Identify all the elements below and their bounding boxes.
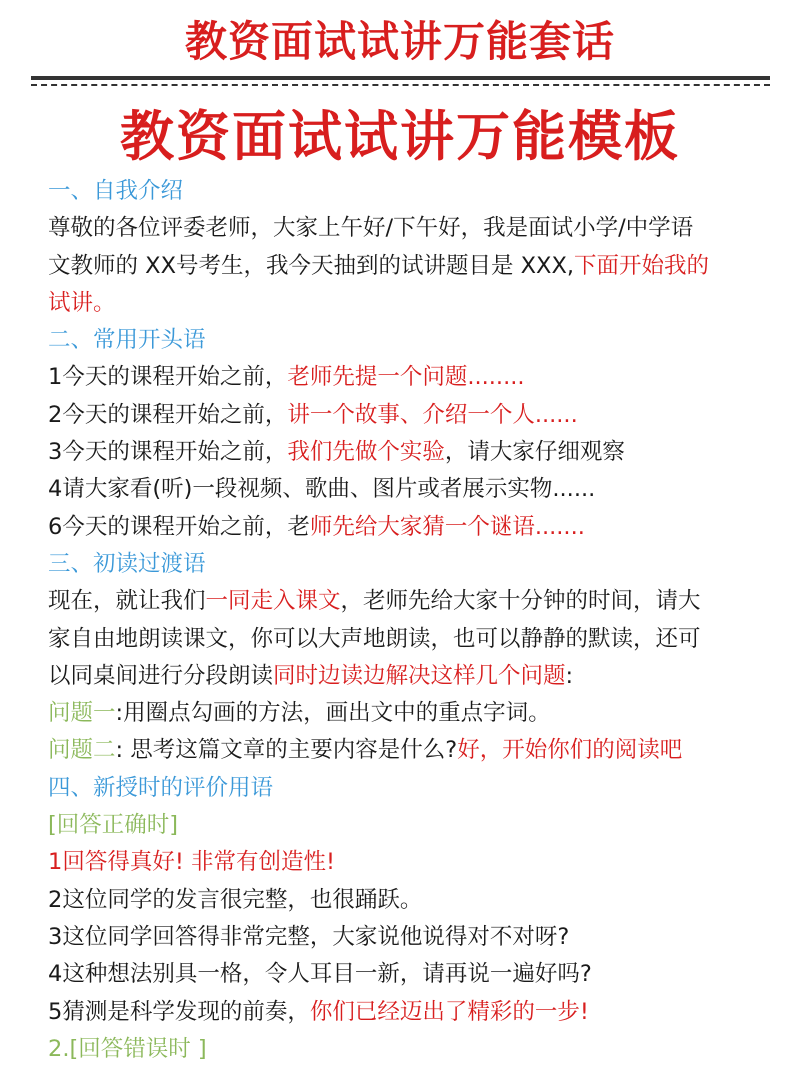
text: 文教师的 XX号考生，我今天抽到的试讲题目是 XXX,: [48, 252, 575, 279]
question-label: 问题一: [48, 700, 116, 727]
highlight-text: 我们先做个实验: [287, 439, 445, 466]
text: 3今天的课程开始之前，: [48, 439, 288, 466]
highlight-text: 同时边读边解决这样几个问题: [273, 662, 566, 689]
reading-line-2: [48, 621, 760, 658]
page-title: 教资面试试讲万能套话: [184, 17, 615, 66]
highlight-text: 试讲。: [48, 289, 116, 316]
text: 家自由地朗读课文，你可以大声地朗读，也可以静静的默读，还可: [48, 625, 701, 652]
question-1: [48, 695, 760, 732]
text: 4这种想法别具一格，令人耳目一新，请再说一遍好吗?: [48, 961, 592, 988]
subheading-wrong-answer: 2.[回答错误时 ]: [48, 1035, 207, 1062]
text: :: [565, 662, 574, 689]
evaluation-item-2: [48, 882, 760, 919]
divider-dashed: [31, 84, 770, 86]
text: 5猜测是科学发现的前奏，: [48, 998, 310, 1025]
opener-item-6: [48, 509, 760, 546]
evaluation-item-3: [48, 919, 760, 956]
section-heading-first-reading: 三、初读过渡语: [48, 550, 206, 577]
section-heading-self-intro: 一、自我介绍: [48, 178, 184, 204]
question-2: [48, 732, 760, 769]
text: 6今天的课程开始之前，老: [48, 513, 310, 540]
self-intro-line-3: [48, 285, 760, 322]
reading-line-3: [48, 658, 760, 695]
highlight-text: 老师先提一个问题........: [287, 364, 525, 391]
divider-solid: [31, 76, 770, 80]
highlight-text: 一同走入课文: [205, 588, 341, 615]
reading-line-1: [48, 583, 760, 620]
highlight-text: 讲一个故事、介绍一个人......: [287, 401, 578, 428]
evaluation-item-1: [48, 844, 760, 881]
text: 2今天的课程开始之前，: [48, 401, 288, 428]
opener-item-3: [48, 434, 760, 471]
text: 2这位同学的发言很完整，也很踊跃。: [48, 886, 423, 913]
text: :用圈点勾画的方法，画出文中的重点字词。: [115, 700, 551, 727]
text: : 思考这篇文章的主要内容是什么?: [115, 737, 458, 764]
opener-item-1: [48, 359, 760, 396]
section-heading-evaluation: 四、新授时的评价用语: [48, 774, 274, 801]
text: 3这位同学回答得非常完整，大家说他说得对不对呀?: [48, 923, 570, 950]
self-intro-line-1: [48, 210, 760, 247]
opener-item-4: [48, 471, 760, 508]
highlight-text: 你们已经迈出了精彩的一步!: [309, 998, 589, 1025]
highlight-text: 师先给大家猜一个谜语.......: [309, 513, 585, 540]
subheading-correct-answer: [回答正确时]: [48, 812, 179, 839]
question-label: 问题二: [48, 737, 116, 764]
self-intro-line-2: [48, 248, 760, 285]
text: ，老师先给大家十分钟的时间，请大: [340, 588, 701, 615]
highlight-text: 1回答得真好! 非常有创造性!: [48, 849, 336, 876]
highlight-text: 好，开始你们的阅读吧: [457, 737, 683, 764]
section-heading-openers: 二、常用开头语: [48, 327, 206, 354]
text: ，请大家仔细观察: [444, 439, 625, 466]
text: 以同桌间进行分段朗读: [48, 662, 274, 689]
text: 尊敬的各位评委老师，大家上午好/下午好，我是面试小学/中学语: [48, 215, 694, 242]
text: 现在，就让我们: [48, 588, 206, 615]
highlight-text: 下面开始我的: [574, 252, 710, 279]
evaluation-item-4: [48, 956, 760, 993]
text: 1今天的课程开始之前，: [48, 364, 288, 391]
text: 4请大家看(听)一段视频、歌曲、图片或者展示实物......: [48, 476, 596, 503]
opener-item-2: [48, 397, 760, 434]
page-subtitle: 教资面试试讲万能模板: [120, 105, 680, 168]
content-body: [48, 173, 760, 1068]
evaluation-item-5: [48, 994, 760, 1031]
